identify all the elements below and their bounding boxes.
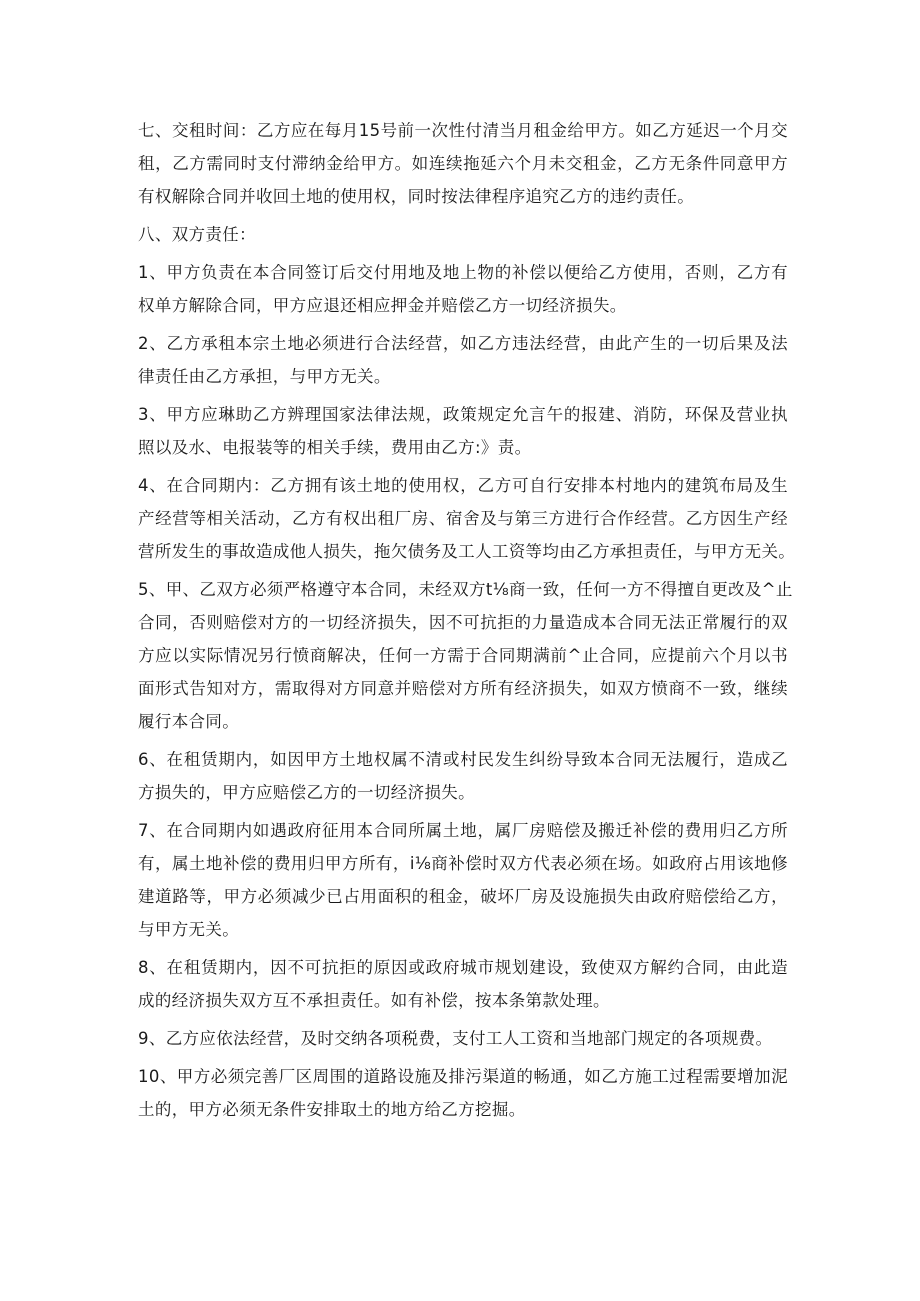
clause-item-7 — [138, 814, 788, 946]
clause-item-3 — [138, 398, 788, 464]
clause-item-8 — [138, 951, 788, 1017]
paragraph-line: 4、在合同期内：乙方拥有该土地的使用权，乙方可自行安排本村地内的建筑布局及生 — [138, 476, 788, 495]
paragraph-line: 租，乙方需同时支付滞纳金给甲方。如连续拖延六个月未交租金，乙方无条件同意甲方 — [138, 154, 788, 173]
clause-item-6 — [138, 743, 788, 809]
section-heading: 八、双方责任： — [138, 225, 256, 244]
paragraph-line: 方应以实际情况另行愤商解决，任何一方需于合同期满前^止合同，应提前六个月以书 — [138, 646, 788, 665]
paragraph-line: 9、乙方应依法经营，及时交纳各项税费，支付工人工资和当地部门规定的各项规费。 — [138, 1029, 773, 1048]
clause-item-4 — [138, 469, 796, 568]
paragraph-line: 营所发生的事故造成他人损失，拖欠债务及工人工资等均由乙方承担责任，与甲方无关。 — [138, 542, 796, 561]
paragraph-line: 履行本合同。 — [138, 712, 240, 731]
paragraph-line: 6、在租赁期内，如因甲方土地权属不清或村民发生纠纷导致本合同无法履行，造成乙 — [138, 750, 788, 769]
paragraph-line: 权单方解除合同，甲方应退还相应押金并赔偿乙方一切经济损失。 — [138, 296, 627, 315]
paragraph-line: 1、甲方负责在本合同签订后交付用地及地上物的补偿以便给乙方使用，否则，乙方有 — [138, 263, 788, 282]
clause-item-5 — [138, 573, 793, 738]
paragraph-line: 面形式告知对方，需取得对方同意并赔偿对方所有经济损失，如双方愤商不一致，继续 — [138, 679, 788, 698]
paragraph-line: 方损失的，甲方应赔偿乙方的一切经济损失。 — [138, 783, 475, 802]
paragraph-line: 合同，否则赔偿对方的一切经济损失，因不可抗拒的力量造成本合同无法正常履行的双 — [138, 613, 788, 632]
document-body — [138, 114, 796, 1126]
paragraph-line: 产经营等相关活动，乙方有权出租厂房、宿舍及与第三方进行合作经营。乙方因生产经 — [138, 509, 788, 528]
paragraph-line: 有，属土地补偿的费用归甲方所有，i⅛商补偿时双方代表必须在场。如政府占用该地修 — [138, 854, 788, 873]
clause-7-rent-payment — [138, 114, 788, 213]
paragraph-line: 3、甲方应琳助乙方辨理国家法律法规，政策规定允言午的报建、消防，环保及营业执 — [138, 405, 788, 424]
paragraph-line: 10、甲方必须完善厂区周围的道路设施及排污渠道的畅通，如乙方施工过程需要增加泥 — [138, 1067, 788, 1086]
clause-item-2 — [138, 327, 788, 393]
paragraph-line: 七、交租时间：乙方应在每月15号前一次性付清当月租金给甲方。如乙方延迟一个月交 — [138, 121, 788, 140]
paragraph-line: 照以及水、电报装等的相关手续，费用由乙方:》责。 — [138, 438, 532, 457]
paragraph-line: 土的，甲方必须无条件安排取土的地方给乙方挖掘。 — [138, 1100, 526, 1119]
paragraph-line: 建道路等，甲方必须减少已占用面积的租金，破坏厂房及设施损失由政府赔偿给乙方， — [138, 887, 788, 906]
paragraph-line: 律责任由乙方承担，与甲方无关。 — [138, 367, 391, 386]
clause-item-10 — [138, 1060, 788, 1126]
paragraph-line: 7、在合同期内如遇政府征用本合同所属土地，属厂房赔偿及搬迁补偿的费用归乙方所 — [138, 821, 788, 840]
paragraph-line: 与甲方无关。 — [138, 920, 240, 939]
paragraph-line: 5、甲、乙双方必须严格遵守本合同，未经双方t⅛商一致，任何一方不得擅自更改及^止 — [138, 580, 793, 599]
paragraph-line: 2、乙方承租本宗土地必须进行合法经营，如乙方违法经营，由此产生的一切后果及法 — [138, 334, 788, 353]
clause-item-1 — [138, 256, 788, 322]
paragraph-line: 成的经济损失双方互不承担责任。如有补偿，按本条第款处理。 — [138, 991, 610, 1010]
clause-item-9 — [138, 1022, 788, 1055]
paragraph-line: 8、在租赁期内，因不可抗拒的原因或政府城市规划建设，致使双方解约合同，由此造 — [138, 958, 788, 977]
paragraph-line: 有权解除合同并收回土地的使用权，同时按法律程序追究乙方的违约责任。 — [138, 187, 695, 206]
